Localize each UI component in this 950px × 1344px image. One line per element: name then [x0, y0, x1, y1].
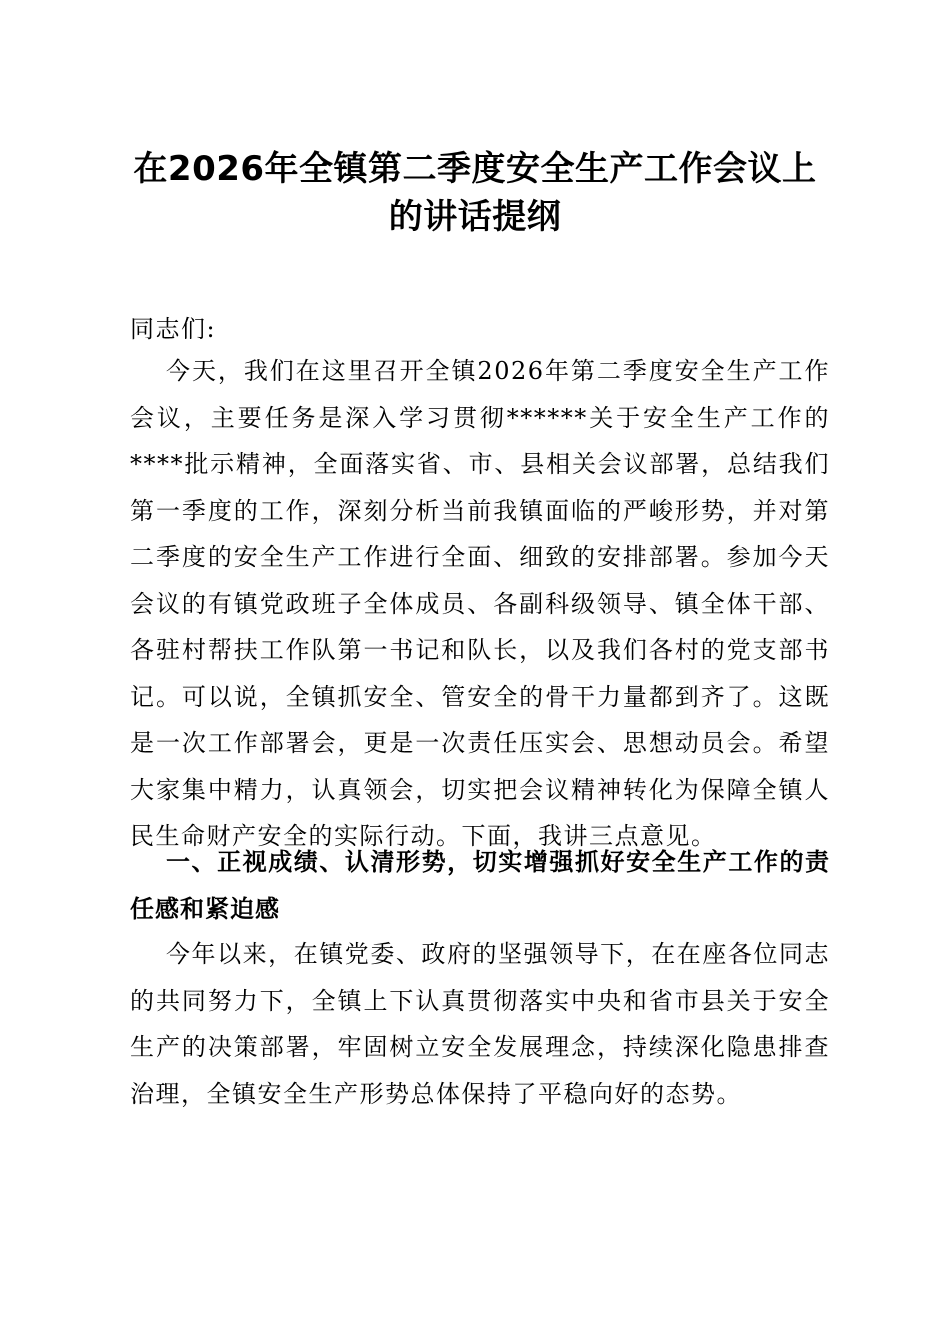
document-title: 在2026年全镇第二季度安全生产工作会议上的讲话提纲 — [133, 149, 817, 237]
salutation: 同志们: — [130, 315, 217, 343]
paragraph-intro: 今天，我们在这里召开全镇2026年第二季度安全生产工作会议，主要任务是深入学习贯彻******关于安全生产工作的****批示精神，全面落实省、市、县相关会议部署，总结我们第一季度的工作，深刻分析当前我镇面临的严峻形势，并对第二季度的安全生产工作进行全面、细致的安排部署。参加今天会议的有镇党政班子全体成员、各副科级领导、镇全体干部、各驻村帮扶工作队第一书记和队长，以及我们各村的党支部书记。可以说，全镇抓安全、管安全的骨干力量都到齐了。这既是一次工作部署会，更是一次责任压实会、思想动员会。希望大家集中精力，认真领会，切实把会议精神转化为保障全镇人民生命财产安全的实际行动。下面，我讲三点意见。 — [130, 357, 830, 850]
section-heading-1: 一、正视成绩、认清形势，切实增强抓好安全生产工作的责任感和紧迫感 — [130, 848, 830, 923]
paragraph-section-1: 今年以来，在镇党委、政府的坚强领导下，在在座各位同志的共同努力下，全镇上下认真贯彻落实中央和省市县关于安全生产的决策部署，牢固树立安全发展理念，持续深化隐患排查治理，全镇安全生产形势总体保持了平稳向好的态势。 — [130, 940, 830, 1108]
